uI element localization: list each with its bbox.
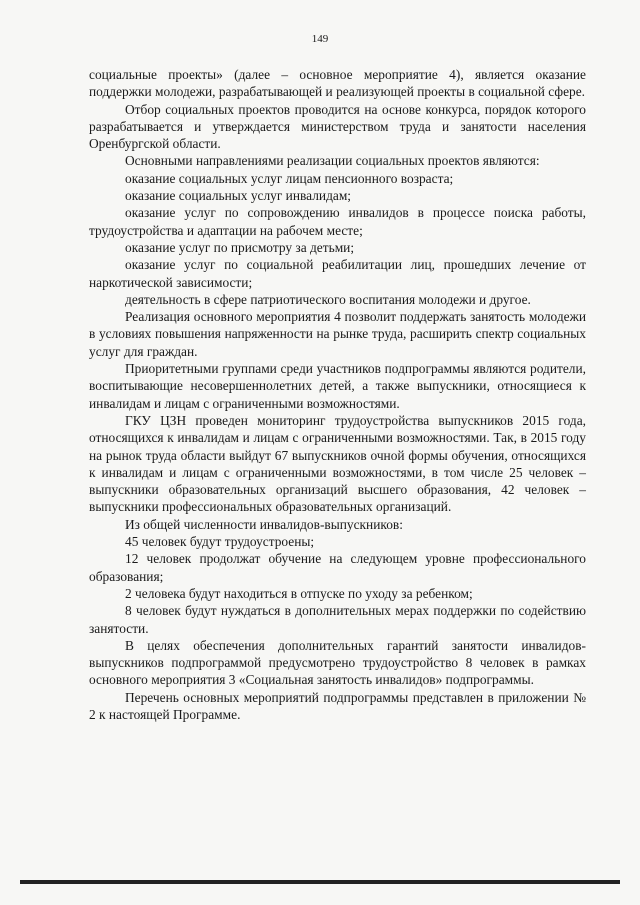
list-item: оказание услуг по присмотру за детьми; (125, 239, 355, 255)
paragraph: Реализация основного мероприятия 4 позволит поддержать занятость молодежи в условиях повышения напряженности на рынке труда, расширить спектр социальных услуг для граждан. (89, 309, 586, 359)
paragraph: Основными направлениями реализации социальных проектов являются: (125, 153, 540, 169)
page-number: 149 (311, 33, 329, 45)
list-item: деятельность в сфере патриотического воспитания молодежи и другое. (125, 291, 531, 307)
paragraph: Приоритетными группами среди участников подпрограммы являются родители, воспитывающие несовершеннолетних детей, а также выпускники, относящиеся к инвалидам и лицам с ограниченными возможностями. (89, 361, 586, 411)
list-item: 2 человека будут находиться в отпуске по уходу за ребенком; (125, 585, 473, 601)
bottom-rule (20, 880, 620, 884)
list-item: 45 человек будут трудоустроены; (125, 534, 315, 550)
paragraph: В целях обеспечения дополнительных гарантий занятости инвалидов-выпускников подпрограммой предусмотрено трудоустройство 8 человек в рамках основного мероприятия 3 «Социальная занятость инвалидов» подпрограммы. (89, 637, 586, 688)
list-item: оказание социальных услуг инвалидам; (125, 188, 352, 204)
list-item: оказание услуг по социальной реабилитации лиц, прошедших лечение от наркотической зависимости; (89, 257, 586, 290)
paragraph: ГКУ ЦЗН проведен мониторинг трудоустройства выпускников 2015 года, относящихся к инвалидам и лицам с ограниченными возможностями. Так, в 2015 году на рынок труда области выйдут 67 выпускников очной формы обучения, относящихся к инвалидам и лицам с ограниченными возможностями, в том числе 25 человек – выпускники образовательных организаций высшего образования, 42 человек – выпускники профессиональных образовательных организаций. (89, 412, 586, 515)
paragraph: социальные проекты» (далее – основное мероприятие 4), является оказание поддержки молодежи, разрабатывающей и реализующей проекты в социальной сфере. (89, 67, 586, 100)
document-body (89, 66, 586, 723)
paragraph: Перечень основных мероприятий подпрограммы представлен в приложении № 2 к настоящей Программе. (89, 689, 586, 722)
list-item: оказание социальных услуг лицам пенсионного возраста; (125, 170, 454, 186)
paragraph: Из общей численности инвалидов-выпускников: (125, 516, 403, 532)
list-item: 8 человек будут нуждаться в дополнительных мерах поддержки по содействию занятости. (89, 603, 586, 636)
paragraph: Отбор социальных проектов проводится на основе конкурса, порядок которого разрабатывается и утверждается министерством труда и занятости населения Оренбургской области. (89, 101, 586, 152)
list-item: 12 человек продолжат обучение на следующем уровне профессионального образования; (89, 551, 586, 584)
list-item: оказание услуг по сопровождению инвалидов в процессе поиска работы, трудоустройства и адаптации на рабочем месте; (89, 205, 586, 238)
